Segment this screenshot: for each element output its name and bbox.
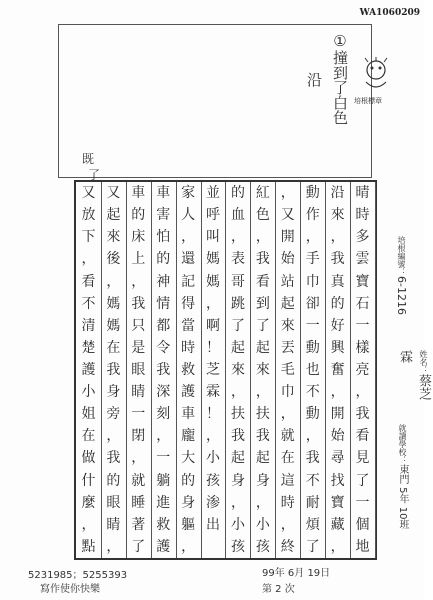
grid-character: 小 — [230, 516, 245, 533]
grid-character: 站 — [280, 273, 295, 290]
grid-character: 了 — [255, 317, 270, 334]
grid-character: 始 — [330, 428, 345, 445]
grid-character: 手 — [305, 251, 320, 268]
grid-character: ， — [305, 229, 320, 246]
grid-character: 進 — [156, 494, 171, 511]
grid-character: 軀 — [181, 516, 196, 533]
grid-character: 小 — [255, 516, 270, 533]
grid-character: 沿 — [330, 185, 345, 202]
grid-character: 我 — [255, 428, 270, 445]
grid-character: 時 — [181, 339, 196, 356]
grid-character: 樣 — [355, 339, 370, 356]
grid-character: 芝 — [206, 362, 221, 378]
grid-character: 後 — [106, 251, 121, 268]
grid-character: 亮 — [355, 362, 370, 378]
grid-character: 開 — [280, 229, 295, 246]
grid-character: 一 — [355, 317, 370, 334]
grid-character: 不 — [305, 384, 320, 401]
grid-character: 地 — [355, 538, 370, 555]
grid-character: ， — [280, 516, 295, 533]
grid-character: 怕 — [156, 229, 171, 246]
grid-character: 丟 — [280, 339, 295, 356]
slogan: 寫作使你快樂 — [40, 584, 100, 595]
grid-character: ， — [330, 384, 345, 401]
grid-character: 一 — [156, 450, 171, 467]
grid-character: ， — [305, 428, 320, 445]
grid-character: 深 — [156, 384, 171, 401]
grid-character: 身 — [106, 384, 121, 401]
grid-character: 晴 — [355, 185, 370, 202]
grid-character: ， — [181, 229, 196, 246]
grid-character: 我 — [106, 450, 121, 467]
grid-character: 我 — [106, 362, 121, 378]
grid-character: ， — [156, 428, 171, 445]
grid-character: 的 — [230, 185, 245, 202]
grid-character: 在 — [106, 339, 121, 356]
grid-character: 動 — [305, 185, 320, 202]
grid-character: 奮 — [330, 362, 345, 378]
grid-character: 睛 — [131, 384, 146, 401]
grid-character: 的 — [181, 472, 196, 489]
grid-character: 小 — [206, 450, 221, 467]
grid-character: 就 — [131, 472, 146, 489]
grid-character: 真 — [330, 273, 345, 290]
grid-character: ！ — [206, 406, 221, 423]
grid-character: 了 — [230, 317, 245, 334]
grid-character: ， — [81, 516, 96, 533]
grid-character: 車 — [156, 185, 171, 202]
grid-character: 害 — [156, 207, 171, 224]
grid-character: 開 — [330, 406, 345, 423]
manuscript-grid — [74, 180, 377, 560]
grid-character: 巾 — [280, 384, 295, 401]
comment-line-1 — [330, 32, 351, 162]
grid-character: 了 — [355, 472, 370, 489]
grid-character: 一 — [355, 494, 370, 511]
grid-character: 我 — [255, 251, 270, 268]
grid-character: ， — [106, 273, 121, 290]
grid-character: 楚 — [81, 339, 96, 356]
grid-character: 眼 — [106, 494, 121, 511]
grid-character: 記 — [181, 273, 196, 290]
grid-character: 終 — [280, 538, 295, 555]
grid-character: ， — [330, 538, 345, 555]
grid-character: 來 — [330, 207, 345, 224]
grid-character: 不 — [81, 295, 96, 312]
grid-character: 霖 — [206, 384, 221, 401]
grid-character: 一 — [131, 406, 146, 423]
grid-character: 上 — [131, 251, 146, 268]
grid-character: 的 — [106, 472, 121, 489]
grid-character: 旁 — [106, 406, 121, 423]
grid-character: 閉 — [131, 428, 146, 445]
grid-character: 時 — [280, 494, 295, 511]
grid-character: 也 — [305, 362, 320, 378]
grid-character: 時 — [355, 207, 370, 224]
grid-character: 動 — [305, 339, 320, 356]
mascot-stamp-icon — [356, 56, 396, 96]
grid-character: 一 — [305, 317, 320, 334]
grid-character: 又 — [81, 185, 96, 202]
grid-character: 來 — [230, 362, 245, 378]
grid-character: ， — [355, 384, 370, 401]
grid-character: ， — [255, 494, 270, 511]
grid-character: 耐 — [305, 494, 320, 511]
school-row — [395, 424, 410, 559]
grid-character: 作 — [305, 207, 320, 224]
grid-character: 媽 — [206, 251, 221, 268]
grid-character: 都 — [156, 317, 171, 334]
grid-character: 我 — [156, 362, 171, 378]
grid-character: 孩 — [230, 538, 245, 555]
grid-character: 身 — [181, 494, 196, 511]
grid-character: 起 — [255, 450, 270, 467]
grid-character: 床 — [131, 229, 146, 246]
grid-character: 得 — [181, 295, 196, 312]
attempt-number: 第 2 次 — [262, 584, 295, 595]
grid-character: 看 — [355, 428, 370, 445]
grid-character: 見 — [355, 450, 370, 467]
grid-character: 來 — [280, 317, 295, 334]
grid-character: 到 — [255, 295, 270, 312]
grid-character: 睡 — [131, 494, 146, 511]
comment-text-2: 沿 — [305, 72, 323, 87]
grid-character: 起 — [106, 207, 121, 224]
grid-character: ， — [230, 494, 245, 511]
grid-character: 就 — [280, 428, 295, 445]
grid-character: ， — [255, 384, 270, 401]
school-label: 就讀學校： — [398, 424, 407, 464]
grid-character: 姐 — [81, 406, 96, 423]
grid-character: 渗 — [206, 494, 221, 511]
grid-character: 雲 — [355, 251, 370, 268]
grid-character: 好 — [330, 317, 345, 334]
grid-character: 媽 — [106, 317, 121, 334]
grid-character: 看 — [255, 273, 270, 290]
grid-character: 小 — [81, 384, 96, 401]
grid-character: 護 — [81, 362, 96, 378]
grid-character: 寶 — [355, 273, 370, 290]
grid-character: 又 — [106, 185, 121, 202]
grid-character: 起 — [255, 339, 270, 356]
grid-character: 血 — [230, 207, 245, 224]
margin-mark: 了 — [88, 168, 101, 182]
grid-character: ， — [280, 185, 295, 202]
grid-character: 放 — [81, 207, 96, 224]
student-number-row — [395, 236, 408, 346]
grid-character: 的 — [131, 207, 146, 224]
grid-character: 個 — [355, 516, 370, 533]
grid-character: 找 — [330, 472, 345, 489]
grid-character: 眼 — [131, 362, 146, 378]
grid-character: 呼 — [206, 207, 221, 224]
grid-character: 這 — [280, 472, 295, 489]
comment-circle-number: ① — [331, 32, 349, 50]
grid-character: ， — [106, 538, 121, 555]
grid-character: 著 — [131, 516, 146, 533]
grid-character: 色 — [255, 207, 270, 224]
grid-character: 當 — [181, 317, 196, 334]
grid-character: 動 — [305, 406, 320, 423]
grid-character: 扶 — [230, 406, 245, 423]
grid-character: 車 — [131, 185, 146, 202]
student-name: 蔡芝霖 — [397, 350, 431, 400]
grid-character: 我 — [230, 428, 245, 445]
grid-character: 清 — [81, 317, 96, 334]
grid-character: ， — [255, 229, 270, 246]
grid-character: 孩 — [255, 538, 270, 555]
grid-character: 我 — [355, 406, 370, 423]
grid-character: ， — [181, 538, 196, 555]
grid-character: 車 — [181, 406, 196, 423]
grid-character: 毛 — [280, 362, 295, 378]
grid-character: 表 — [230, 251, 245, 268]
grid-character: 麼 — [81, 494, 96, 511]
grid-character: 情 — [156, 295, 171, 312]
grid-character: ， — [131, 450, 146, 467]
grid-character: 始 — [280, 251, 295, 268]
grid-character: 藏 — [330, 516, 345, 533]
grid-character: 跳 — [230, 295, 245, 312]
phone-number: 5231985；5255393 — [28, 570, 128, 581]
grid-character: 看 — [81, 273, 96, 290]
grid-character — [202, 537, 224, 557]
grid-character: 卻 — [305, 295, 320, 312]
grid-character: 起 — [230, 450, 245, 467]
grid-character: 神 — [156, 273, 171, 290]
grid-character: 尋 — [330, 450, 345, 467]
grid-character: 大 — [181, 450, 196, 467]
grid-character: 叫 — [206, 229, 221, 246]
grid-character: 躺 — [156, 472, 171, 489]
grid-character: 孩 — [206, 472, 221, 489]
grid-character: 在 — [280, 450, 295, 467]
grid-character: ！ — [206, 339, 221, 356]
grid-character: 媽 — [206, 273, 221, 290]
grid-character: 來 — [106, 229, 121, 246]
grid-character: 下 — [81, 229, 96, 246]
grid-character: 做 — [81, 450, 96, 467]
grid-character: 人 — [181, 207, 196, 224]
margin-mark: 既 — [82, 152, 95, 166]
grid-character: 不 — [305, 472, 320, 489]
grid-character: 扶 — [255, 406, 270, 423]
grid-character: 巾 — [305, 273, 320, 290]
grid-character: 出 — [206, 516, 221, 533]
grid-character: 救 — [181, 362, 196, 378]
grid-character: 了 — [131, 538, 146, 555]
grid-character: ， — [330, 229, 345, 246]
essay-date: 99年 6月 19日 — [262, 568, 331, 579]
grid-character: 是 — [131, 339, 146, 356]
grid-character: 家 — [181, 185, 196, 202]
student-number: 6-1216 — [395, 276, 408, 315]
grid-character: 石 — [355, 295, 370, 312]
grid-character: 又 — [280, 207, 295, 224]
student-name-row — [395, 350, 433, 400]
grid-character: 護 — [181, 384, 196, 401]
grid-character: 興 — [330, 339, 345, 356]
grid-character: 令 — [156, 339, 171, 356]
grid-character: ， — [206, 295, 221, 312]
grid-character: 龐 — [181, 428, 196, 445]
grid-character: 點 — [81, 538, 96, 555]
grid-character: 的 — [156, 251, 171, 268]
grid-character: 還 — [181, 251, 196, 268]
grid-character: 睛 — [106, 516, 121, 533]
grid-character: 多 — [355, 229, 370, 246]
document-code: WA1060209 — [359, 8, 420, 18]
grid-character: ， — [106, 428, 121, 445]
teacher-comment-box — [58, 24, 372, 178]
grid-character: ， — [206, 428, 221, 445]
grid-character: 什 — [81, 472, 96, 489]
grid-character: 我 — [330, 251, 345, 268]
grid-character: 來 — [255, 362, 270, 378]
grid-character: 紅 — [255, 185, 270, 202]
grid-character: 在 — [81, 428, 96, 445]
grid-character: 起 — [280, 295, 295, 312]
grid-character: 護 — [156, 538, 171, 555]
grid-character: 煩 — [305, 516, 320, 533]
grid-character: ， — [280, 406, 295, 423]
student-name-label: 姓名： — [419, 350, 428, 374]
grid-character: 了 — [305, 538, 320, 555]
grid-character: 我 — [305, 450, 320, 467]
grid-character: ， — [81, 251, 96, 268]
grid-character: 我 — [131, 295, 146, 312]
comment-text-1: 撞到了白色 — [331, 50, 349, 125]
grid-character: ， — [230, 229, 245, 246]
grid-character: 身 — [255, 472, 270, 489]
grid-character: 哥 — [230, 273, 245, 290]
stamp-label: 培根標章 — [354, 97, 382, 105]
school-name: 東門 5年 10班 — [397, 464, 408, 530]
student-number-label: 培根編號： — [397, 236, 406, 276]
grid-character: 寶 — [330, 494, 345, 511]
grid-character: 刻 — [156, 406, 171, 423]
grid-character: 媽 — [106, 295, 121, 312]
grid-character: 救 — [156, 516, 171, 533]
grid-character: 啊 — [206, 317, 221, 334]
grid-character: ， — [131, 273, 146, 290]
grid-character: 的 — [330, 295, 345, 312]
grid-character: 只 — [131, 317, 146, 334]
grid-character: 起 — [230, 339, 245, 356]
grid-character: 身 — [230, 472, 245, 489]
grid-character: ， — [230, 384, 245, 401]
grid-character: 並 — [206, 185, 221, 202]
